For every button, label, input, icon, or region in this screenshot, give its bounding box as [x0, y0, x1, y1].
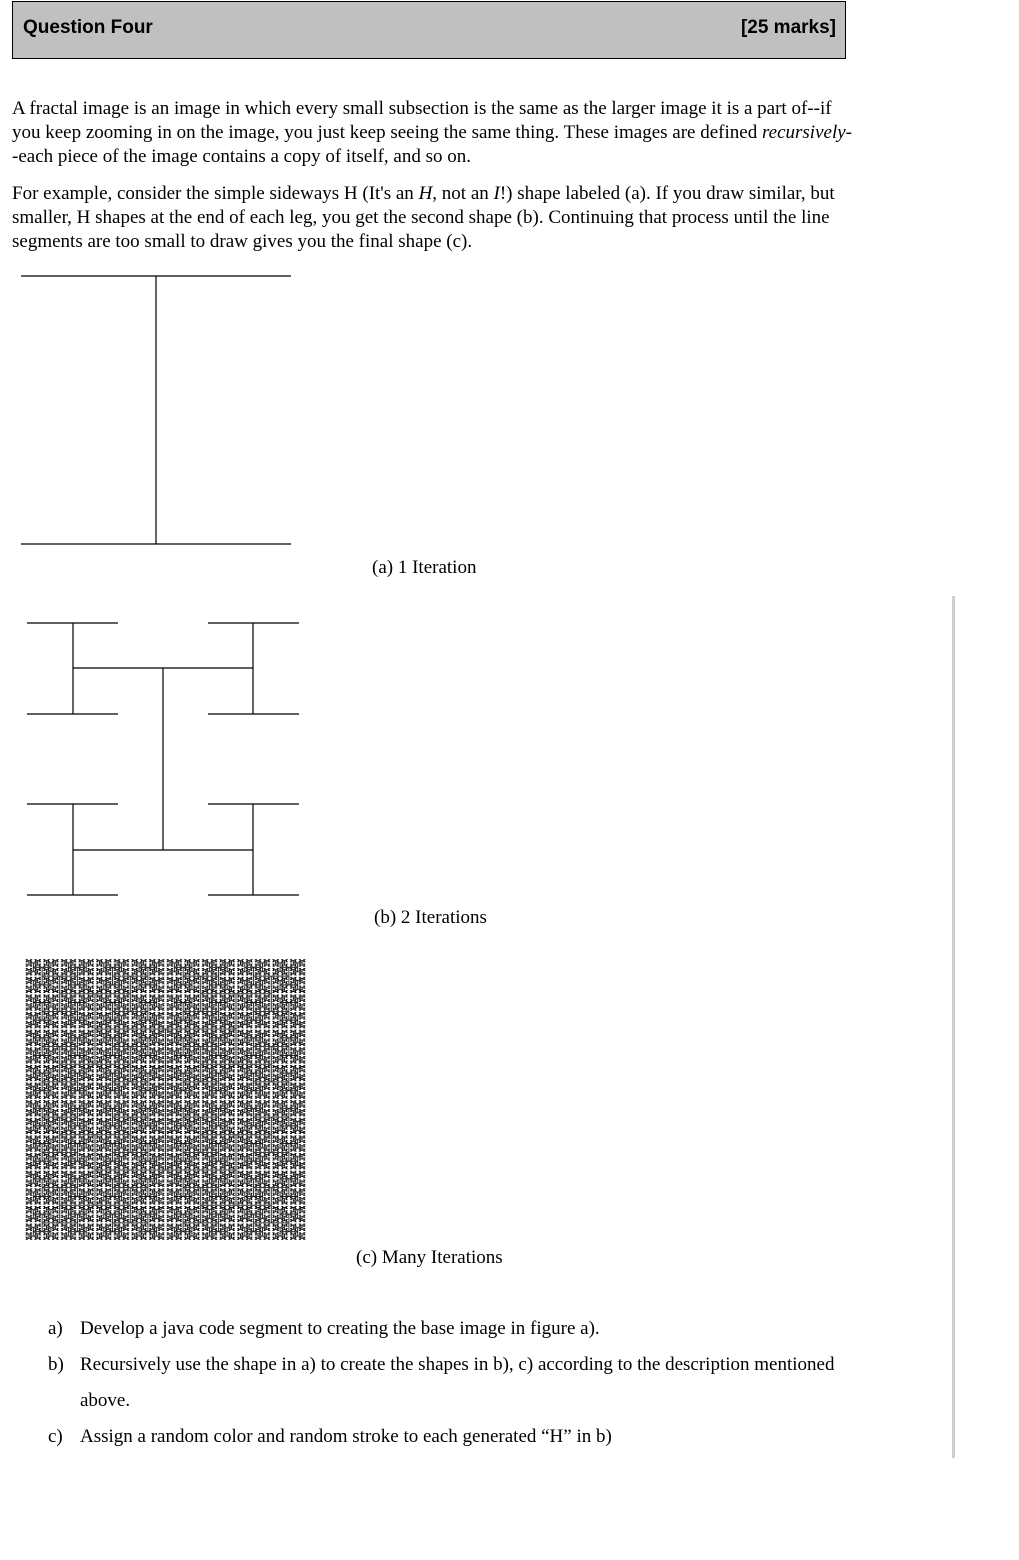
figure-b-h-shape [22, 618, 306, 902]
question-text: Assign a random color and random stroke to each generated “H” in b) [80, 1426, 612, 1447]
figure-c-caption: (c) Many Iterations [356, 1247, 503, 1268]
fractal-paths [26, 960, 306, 1240]
question-item-a [48, 1311, 848, 1347]
figure-a-h-shape [18, 272, 296, 550]
question-text: Recursively use the shape in a) to create the shapes in b), c) according to the description mentioned above. [80, 1354, 835, 1411]
page-edge-rule [952, 596, 955, 1458]
question-label: a) [48, 1318, 63, 1339]
question-item-b [48, 1347, 848, 1419]
figure-b-caption: (b) 2 Iterations [374, 907, 487, 928]
question-label: b) [48, 1354, 64, 1375]
question-marks: [25 marks] [740, 17, 836, 38]
question-title: Question Four [23, 17, 153, 38]
figure-a-caption: (a) 1 Iteration [372, 557, 477, 578]
question-list [48, 1311, 848, 1455]
intro-paragraph-2: For example, consider the simple sideways H (It's an H, not an I!) shape labeled (a). If you draw similar, but smaller, H shapes at the end of each leg, you get the second shape (b). Continuing that process until the line segments are too small to draw gives you the final shape (c). [12, 183, 835, 252]
figure-c-fractal [24, 958, 307, 1241]
question-header [12, 1, 846, 59]
question-text: Develop a java code segment to creating the base image in figure a). [80, 1318, 600, 1339]
question-label: c) [48, 1426, 63, 1447]
question-item-c [48, 1419, 848, 1455]
intro-paragraph-1: A fractal image is an image in which every small subsection is the same as the larger image it is a part of--if you keep zooming in on the image, you just keep seeing the same thing. These images are defined recursively--each piece of the image contains a copy of itself, and so on. [12, 98, 852, 167]
